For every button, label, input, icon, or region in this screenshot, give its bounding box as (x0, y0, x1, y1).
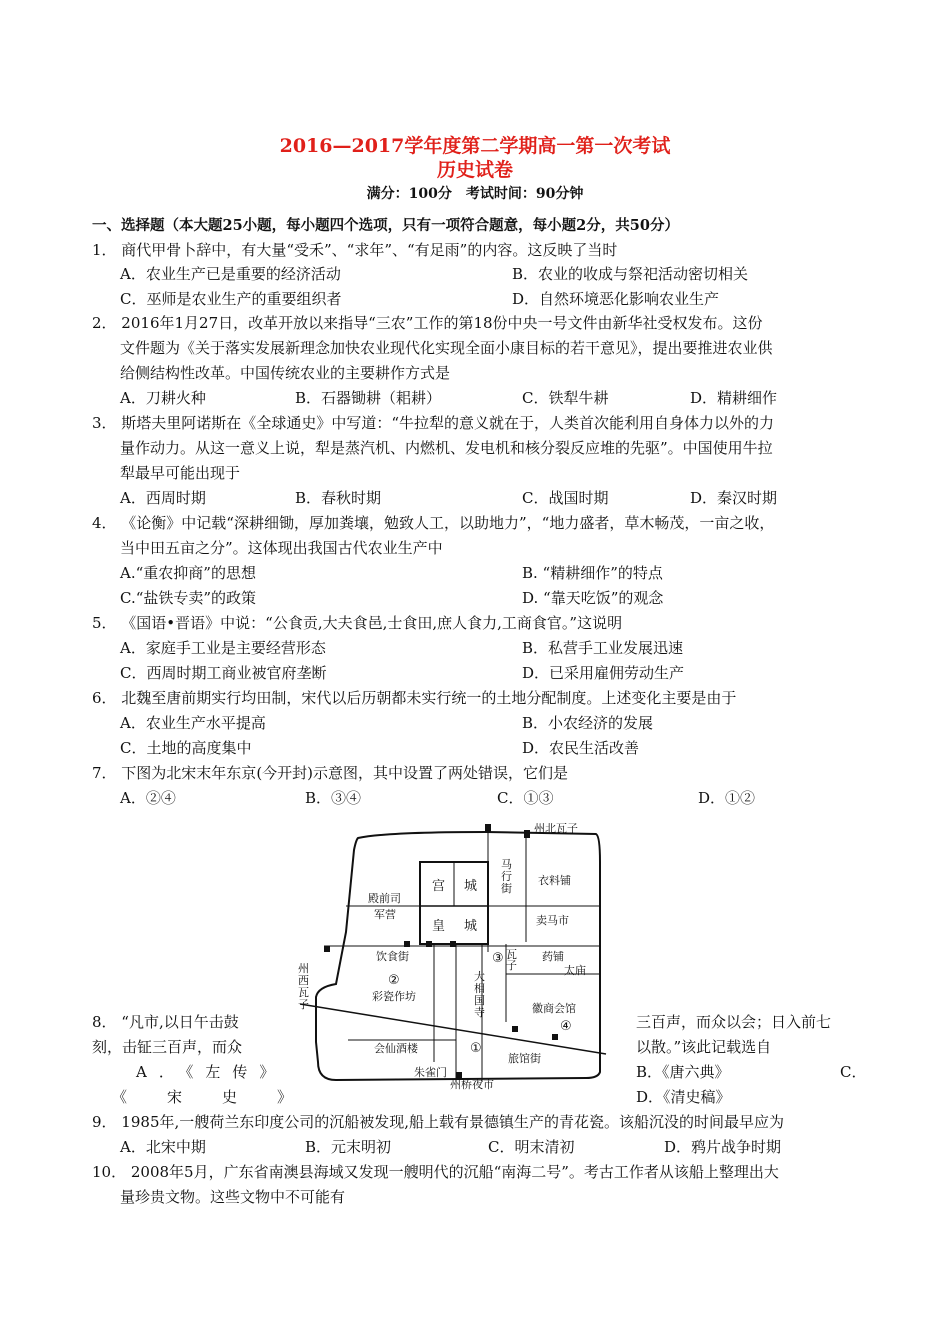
question-8-option-c-label: C． (840, 1063, 867, 1081)
question-3-line-2: 量作动力。从这一意义上说，犁是蒸汽机、内燃机、发电机和核分裂反应堆的先驱”。中国使用牛拉 (120, 439, 773, 457)
question-1-option-d: D．自然环境恶化影响农业生产 (512, 290, 720, 308)
question-10-line-1: 10． 2008年5月，广东省南澳县海域又发现一艘明代的沉船“南海二号”。考古工作者从该船上整理出大 (92, 1163, 779, 1181)
question-8-line-2-right: 以散。”该此记载选自 (636, 1038, 772, 1056)
question-6-option-d: D．农民生活改善 (522, 739, 640, 757)
question-3-option-d: D．秦汉时期 (690, 489, 778, 507)
question-10-line-2: 量珍贵文物。这些文物中不可能有 (120, 1188, 346, 1206)
map-label-maxing-3: 街 (501, 882, 512, 895)
question-2-line-2: 文件题为《关于落实发展新理念加快农业现代化实现全面小康目标的若干意见》，提出要推进农业供 (120, 339, 773, 357)
question-6-option-a: A．农业生产水平提高 (120, 714, 266, 732)
map-marker-2: ② (388, 973, 400, 988)
question-1-option-a: A．农业生产已是重要的经济活动 (120, 265, 341, 283)
map-marker-1: ① (470, 1041, 482, 1056)
map-label-daxiang-1: 大 (474, 970, 485, 983)
map-label-zhouqiao: 州桥夜市 (450, 1078, 494, 1090)
question-8-line-2-left: 刻，击钲三百声，而众 (92, 1038, 243, 1056)
question-7-option-d: D．①② (698, 789, 756, 807)
map-label-zhouxi-4: 子 (298, 998, 309, 1011)
map-label-daxiang-2: 相 (474, 982, 485, 995)
kaifeng-map (296, 822, 616, 1090)
map-label-zhuque: 朱雀门 (414, 1066, 447, 1079)
question-8-line-1-right: 三百声，而众以会；日入前七 (636, 1013, 832, 1031)
question-9-option-b: B．元末明初 (305, 1138, 392, 1156)
question-2-option-d: D．精耕细作 (690, 389, 778, 407)
map-label-daxiang-4: 寺 (474, 1006, 485, 1019)
map-label-cheng-2: 城 (464, 919, 478, 934)
question-8-option-c: 《宋史》 (112, 1088, 333, 1106)
question-4-option-c: C.“盐铁专卖”的政策 (120, 589, 257, 607)
question-3-line-3: 犁最早可能出现于 (120, 464, 241, 482)
question-8-option-d: D．《清史稿》 (636, 1088, 731, 1106)
map-label-huang: 皇 (432, 919, 446, 934)
question-7-option-a: A．②④ (120, 789, 176, 807)
map-label-lvguan: 旅馆街 (508, 1052, 541, 1065)
question-3-option-a: A．西周时期 (120, 489, 206, 507)
question-2-line-1: 2． 2016年1月27日，改革开放以来指导“三农”工作的第18份中央一号文件由新华社受权发布。这份 (92, 314, 763, 332)
map-label-maxing-1: 马 (501, 858, 512, 871)
question-4-option-b: B. “精耕细作”的特点 (522, 564, 663, 582)
question-2-option-b: B．石器锄耕（耜耕） (295, 389, 442, 407)
map-label-yishi: 饮食街 (376, 950, 409, 963)
question-5-option-d: D．已采用雇佣劳动生产 (522, 664, 685, 682)
question-6-option-b: B．小农经济的发展 (522, 714, 654, 732)
map-label-huishang: 徽商会馆 (532, 1002, 576, 1015)
question-3-option-b: B．春秋时期 (295, 489, 382, 507)
question-6-option-c: C．土地的高度集中 (120, 739, 252, 757)
question-9-option-c: C．明末清初 (488, 1138, 575, 1156)
map-label-caici: 彩瓷作坊 (372, 990, 416, 1003)
question-6-stem: 6． 北魏至唐前期实行均田制，宋代以后历朝都未实行统一的土地分配制度。上述变化主要是由于 (92, 689, 737, 707)
question-1-option-b: B．农业的收成与祭祀活动密切相关 (512, 265, 749, 283)
question-3-line-1: 3． 斯塔夫里阿诺斯在《全球通史》中写道：“牛拉犁的意义就在于，人类首次能利用自身体力以外的力 (92, 414, 774, 432)
section-heading: 一、选择题（本大题25小题，每小题四个选项，只有一项符合题意，每小题2分，共50分） (92, 217, 679, 234)
map-label-taimiao: 太庙 (564, 964, 586, 977)
map-label-zhouxi-3: 瓦 (298, 986, 309, 999)
map-label-dianqian: 殿前司 (368, 892, 401, 905)
question-5-option-c: C．西周时期工商业被官府垄断 (120, 664, 327, 682)
map-label-daxiang-3: 国 (474, 994, 485, 1007)
question-1-stem: 1． 商代甲骨卜辞中，有大量“受禾”、“求年”、“有足雨”的内容。这反映了当时 (92, 241, 618, 259)
question-2-option-a: A．刀耕火种 (120, 389, 206, 407)
map-label-wa-1: 瓦 (506, 948, 517, 961)
question-7-stem: 7． 下图为北宋末年东京(今开封)示意图，其中设置了两处错误，它们是 (92, 764, 569, 782)
question-8-option-b: B．《唐六典》 (636, 1063, 730, 1081)
question-9-stem: 9． 1985年,一艘荷兰东印度公司的沉船被发现,船上载有景德镇生产的青花瓷。该船沉没的时间最早应为 (92, 1113, 785, 1131)
map-label-yiliao: 衣料铺 (538, 874, 571, 887)
map-label-gong: 宫 (432, 879, 446, 894)
exam-title: 2016—2017学年度第二学期高一第一次考试 (279, 135, 671, 157)
map-label-yaopu: 药铺 (542, 950, 564, 963)
question-9-option-a: A．北宋中期 (120, 1138, 206, 1156)
question-4-option-a: A.“重农抑商”的思想 (120, 564, 256, 582)
question-7-option-b: B．③④ (305, 789, 362, 807)
exam-meta: 满分：100分 考试时间：90分钟 (366, 186, 584, 202)
question-7-option-c: C．①③ (497, 789, 554, 807)
map-label-zhouxi-2: 西 (298, 974, 309, 987)
map-label-maxing-2: 行 (501, 870, 512, 883)
question-2-line-3: 给侧结构性改革。中国传统农业的主要耕作方式是 (120, 364, 451, 382)
question-9-option-d: D．鸦片战争时期 (664, 1138, 782, 1156)
map-marker-4: ④ (560, 1019, 572, 1034)
question-2-option-c: C．铁犁牛耕 (522, 389, 609, 407)
question-4-option-d: D. “靠天吃饭”的观念 (522, 589, 664, 607)
question-5-option-b: B．私营手工业发展迅速 (522, 639, 684, 657)
map-label-wa-2: 子 (506, 959, 517, 972)
map-label-zhouxi-1: 州 (298, 962, 309, 975)
map-marker-3: ③ (492, 951, 504, 966)
question-5-option-a: A．家庭手工业是主要经营形态 (120, 639, 326, 657)
exam-subtitle: 历史试卷 (436, 159, 513, 181)
map-label-huixian: 会仙酒楼 (374, 1042, 418, 1055)
map-label-maima: 卖马市 (536, 914, 569, 927)
question-1-option-c: C．巫师是农业生产的重要组织者 (120, 290, 342, 308)
question-5-stem: 5． 《国语•晋语》中说：“公食贡,大夫食邑,士食田,庶人食力,工商食官。”这说明 (92, 614, 623, 632)
question-3-option-c: C．战国时期 (522, 489, 609, 507)
question-8-option-a: A．《左传》 (136, 1063, 287, 1081)
map-label-zhoubei: 州北瓦子 (534, 822, 578, 835)
question-4-line-2: 当中田五亩之分”。这体现出我国古代农业生产中 (120, 539, 443, 557)
map-label-junying: 军营 (374, 908, 396, 921)
question-8-line-1-left: 8． “凡市,以日午击鼓 (92, 1013, 239, 1031)
question-4-line-1: 4． 《论衡》中记载“深耕细锄，厚加粪壤，勉致人工，以助地力”，“地力盛者，草木畅茂，一亩之收， (92, 514, 775, 532)
map-label-cheng-1: 城 (464, 879, 478, 894)
